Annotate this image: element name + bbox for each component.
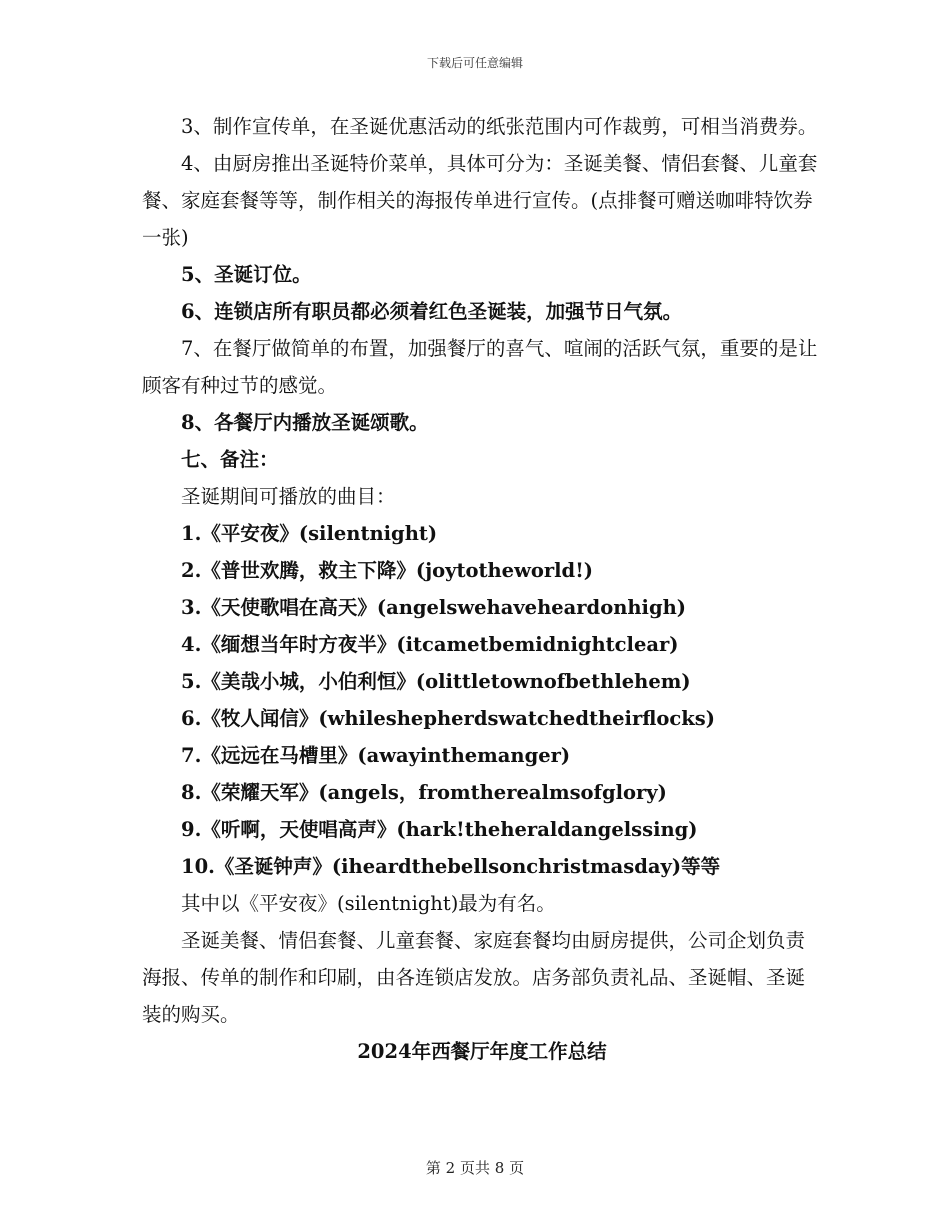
song-item: 7.《远远在马槽里》(awayinthemanger) (181, 744, 571, 767)
paragraph-item-6: 6、连锁店所有职员都必须着红色圣诞装，加强节日气氛。 (181, 300, 683, 323)
song-item: 4.《缅想当年时方夜半》(itcametbemidnightclear) (181, 633, 679, 656)
song-item: 1.《平安夜》(silentnight) (181, 522, 438, 545)
document-body (142, 108, 822, 1070)
song-item: 3.《天使歌唱在高天》(angelswehaveheardonhigh) (181, 596, 687, 619)
song-item: 5.《美哉小城，小伯利恒》(olittletownofbethlehem) (181, 670, 691, 693)
paragraph-item-7: 7、在餐厅做简单的布置，加强餐厅的喜气、喧闹的活跃气氛，重要的是让顾客有种过节的感觉。 (142, 337, 818, 397)
famous-song-note: 其中以《平安夜》(silentnight)最为有名。 (181, 892, 556, 915)
responsibility-note: 圣诞美餐、情侣套餐、儿童套餐、家庭套餐均由厨房提供，公司企划负责海报、传单的制作和印刷，由各连锁店发放。店务部负责礼品、圣诞帽、圣诞装的购买。 (142, 929, 806, 1026)
next-section-title: 2024年西餐厅年度工作总结 (357, 1040, 607, 1063)
song-item: 2.《普世欢腾，救主下降》(joytotheworld!) (181, 559, 593, 582)
section-heading-remarks: 七、备注： (181, 448, 279, 471)
paragraph-item-4: 4、由厨房推出圣诞特价菜单，具体可分为：圣诞美餐、情侣套餐、儿童套餐、家庭套餐等等，制作相关的海报传单进行宣传。(点排餐可赠送咖啡特饮券一张) (142, 152, 818, 249)
song-item: 8.《荣耀天军》(angels，fromtherealmsofglory) (181, 781, 667, 804)
page-header: 下载后可任意编辑 (426, 56, 523, 70)
paragraph-item-3: 3、制作宣传单，在圣诞优惠活动的纸张范围内可作裁剪，可相当消费券。 (181, 115, 818, 138)
song-list-intro: 圣诞期间可播放的曲目： (181, 485, 396, 508)
song-item: 10.《圣诞钟声》(iheardthebellsonchristmasday)等等 (181, 855, 721, 878)
paragraph-item-8: 8、各餐厅内播放圣诞颂歌。 (181, 411, 429, 434)
paragraph-item-5: 5、圣诞订位。 (181, 263, 312, 286)
page-footer: 第 2 页共 8 页 (425, 1159, 525, 1177)
song-item: 6.《牧人闻信》(whileshepherdswatchedtheirflocks) (181, 707, 716, 730)
song-item: 9.《听啊，天使唱高声》(hark!theheraldangelssing) (181, 818, 698, 841)
